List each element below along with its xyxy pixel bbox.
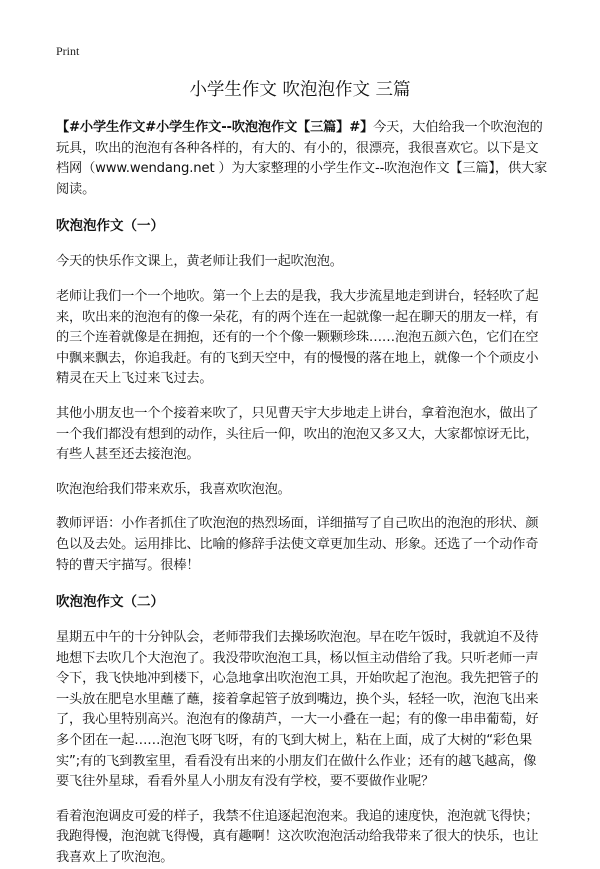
section-1-paragraph-1: 今天的快乐作文课上，黄老师让我们一起吹泡泡。 <box>56 254 343 270</box>
intro-paragraph <box>56 118 548 200</box>
section-1-paragraph-2: 老师让我们一个一个地吹。第一个上去的是我，我大步流星地走到讲台，轻轻吹了起来，吹出来的泡泡有的像一朵花，有的两个连在一起就像一起在聊天的朋友一样，有的三个连着就像是在拥抱，还有的一个个像一颗颗珍珠……泡泡五颜六色，它们在空中飘来飘去，你追我赶。有的飞到天空中，有的慢慢的落在地上，就像一个个顽皮小精灵在天上飞过来飞过去。 <box>56 288 539 387</box>
print-link[interactable]: Print <box>56 44 80 58</box>
section-heading-2: 吹泡泡作文（二） <box>56 594 164 611</box>
section-heading-1: 吹泡泡作文（一） <box>56 218 164 235</box>
section-2-paragraph-2: 看着泡泡调皮可爱的样子，我禁不住追逐起泡泡来。我追的速度快，泡泡就飞得快；我跑得慢，泡泡就飞得慢，真有趣啊！这次吹泡泡活动给我带来了很大的快乐，也让我喜欢上了吹泡泡。 <box>56 808 539 866</box>
intro-text: 今天，大伯给我一个吹泡泡的玩具，吹出的泡泡有各种各样的，有大的、有小的，很漂亮，我很喜欢它。以下是文档网（www.wendang.net ）为大家整理的小学生作文--吹泡泡作文【三篇】，供大家阅读。 <box>56 120 548 197</box>
section-1-paragraph-4: 吹泡泡给我们带来欢乐，我喜欢吹泡泡。 <box>56 481 291 497</box>
section-1-paragraph-3: 其他小朋友也一个个接着来吹了，只见曹天宇大步地走上讲台，拿着泡泡水，做出了一个我们都没有想到的动作，头往后一仰，吹出的泡泡又多又大，大家都惊讶无比，有些人甚至还去接泡泡。 <box>56 405 539 463</box>
article-body <box>56 118 548 869</box>
section-2-paragraph-1: 星期五中午的十分钟队会，老师带我们去操场吹泡泡。早在吃午饭时，我就迫不及待地想下去吹几个大泡泡了。我没带吹泡泡工具，杨以恒主动借给了我。只听老师一声令下，我飞快地冲到楼下，心急地拿出吹泡泡工具，开始吹起了泡泡。我先把管子的一头放在肥皂水里蘸了蘸，接着拿起管子放到嘴边，换个头，轻轻一吹，泡泡飞出来了，我心里特别高兴。泡泡有的像葫芦，一大一小叠在一起；有的像一串串葡萄，好多个团在一起……泡泡飞呀飞呀，有的飞到大树上，粘在上面，成了大树的“彩色果实”;有的飞到教室里，看看没有出来的小朋友们在做什么作业；还有的越飞越高，像要飞往外星球，看看外星人小朋友有没有学校，要不要做作业呢？ <box>56 630 539 790</box>
intro-bold-lead: 【#小学生作文#小学生作文--吹泡泡作文【三篇】#】 <box>56 120 374 135</box>
section-1-paragraph-5: 教师评语：小作者抓住了吹泡泡的热烈场面，详细描写了自己吹出的泡泡的形状、颜色以及去处。运用排比、比喻的修辞手法使文章更加生动、形象。还选了一个动作奇特的曹天宇描写。很棒！ <box>56 516 539 573</box>
page-title: 小学生作文 吹泡泡作文 三篇 <box>189 80 411 100</box>
